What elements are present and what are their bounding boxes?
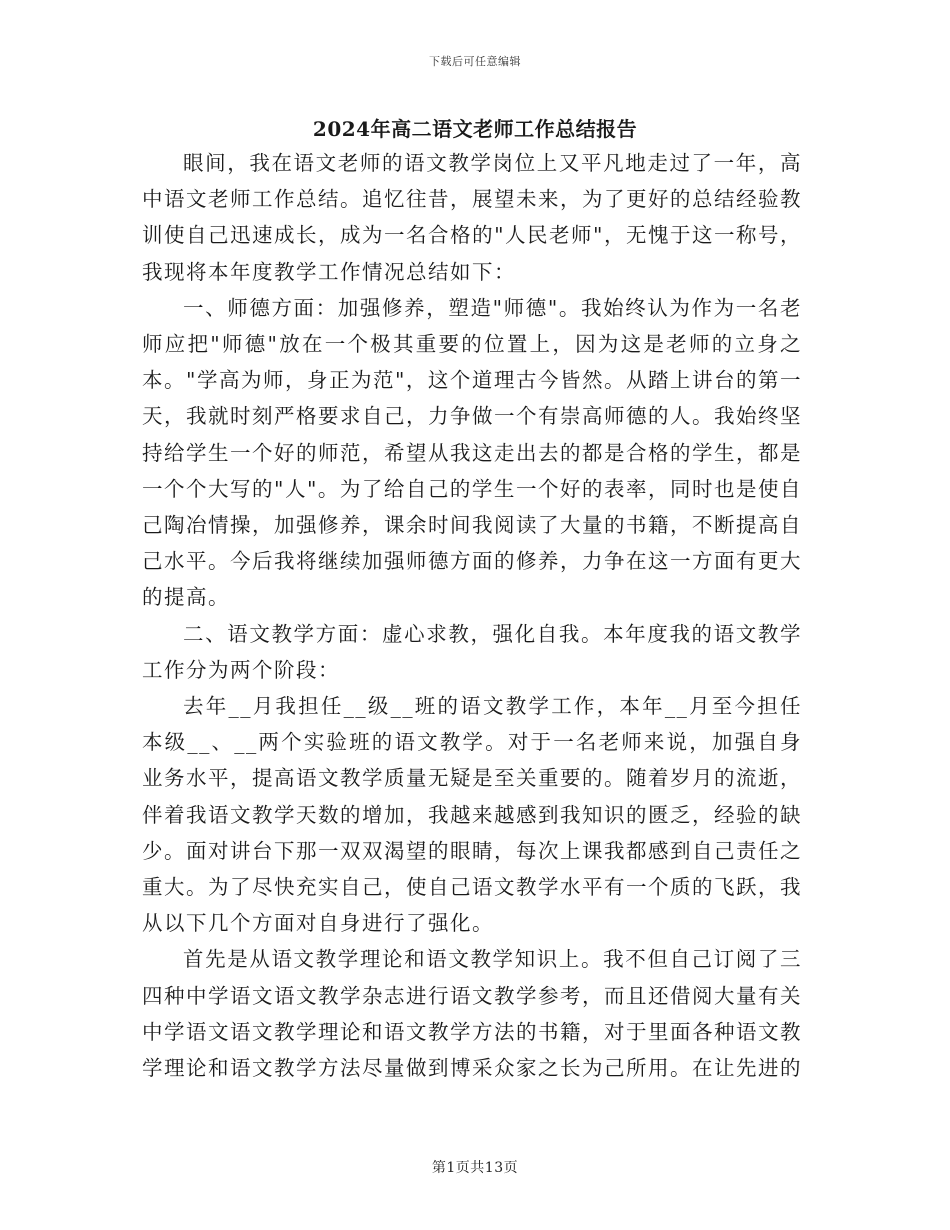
paragraph-intro: 眼间，我在语文老师的语文教学岗位上又平凡地走过了一年，高中语文老师工作总结。追忆往昔，展望未来，为了更好的总结经验教训使自己迅速成长，成为一名合格的"人民老师"，无愧于这一称号，我现将本年度教学工作情况总结如下： xyxy=(142,151,802,284)
paragraph-teaching-stages: 去年__月我担任__级__班的语文教学工作，本年__月至今担任本级__、__两个实验班的语文教学。对于一名老师来说，加强自身业务水平，提高语文教学质量无疑是至关重要的。随着岁月的流逝，伴着我语文教学天数的增加，我越来越感到我知识的匮乏，经验的缺少。面对讲台下那一双双渴望的眼睛，每次上课我都感到自己责任之重大。为了尽快充实自己，使自己语文教学水平有一个质的飞跃，我从以下几个方面对自身进行了强化。 xyxy=(142,694,802,936)
document-body xyxy=(142,145,802,1086)
document-title: 2024年高二语文老师工作总结报告 xyxy=(312,117,638,141)
paragraph-theory-study: 首先是从语文教学理论和语文教学知识上。我不但自己订阅了三四种中学语文语文教学杂志进行语文教学参考，而且还借阅大量有关中学语文语文教学理论和语文教学方法的书籍，对于里面各种语文教学理论和语文教学方法尽量做到博采众家之长为己所用。在让先进的 xyxy=(142,947,802,1081)
page-number-footer: 第1页共13页 xyxy=(431,1160,519,1176)
page-header-note: 下载后可任意编辑 xyxy=(429,55,521,68)
paragraph-teaching-heading: 二、语文教学方面：虚心求教，强化自我。本年度我的语文教学工作分为两个阶段： xyxy=(142,621,802,682)
paragraph-teacher-ethics: 一、师德方面：加强修养，塑造"师德"。我始终认为作为一名老师应把"师德"放在一个极其重要的位置上，因为这是老师的立身之本。"学高为师，身正为范"，这个道理古今皆然。从踏上讲台的第一天，我就时刻严格要求自己，力争做一个有崇高师德的人。我始终坚持给学生一个好的师范，希望从我这走出去的都是合格的学生，都是一个个大写的"人"。为了给自己的学生一个好的表率，同时也是使自己陶冶情操，加强修养，课余时间我阅读了大量的书籍，不断提高自己水平。今后我将继续加强师德方面的修养，力争在这一方面有更大的提高。 xyxy=(142,295,802,610)
